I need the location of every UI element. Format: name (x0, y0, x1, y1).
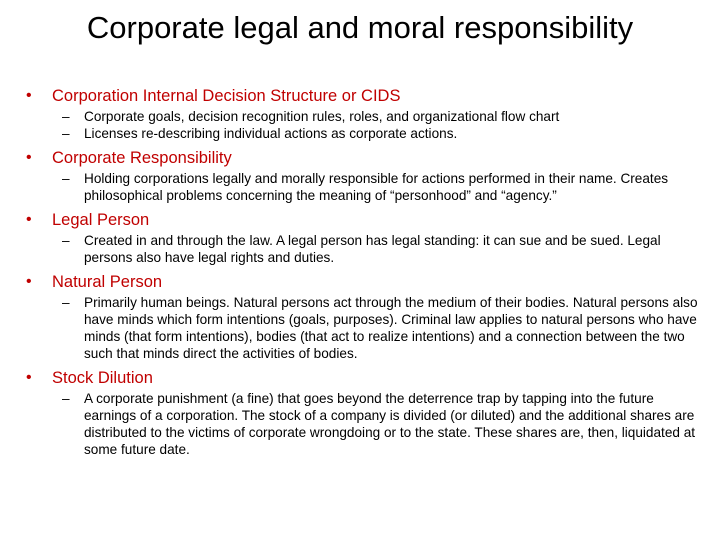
sub-list (26, 294, 702, 362)
dash-icon: – (62, 391, 70, 406)
bullet-item-cids (26, 86, 702, 142)
sub-item (62, 170, 702, 204)
bullet-item-stock-dilution (26, 368, 702, 458)
bullet-dot-icon: • (26, 149, 32, 166)
bullet-label: Corporation Internal Decision Structure or CIDS (52, 87, 401, 105)
bullet-label: Stock Dilution (52, 369, 153, 387)
bullet-label: Corporate Responsibility (52, 149, 232, 167)
bullet-item-natural-person (26, 272, 702, 362)
sub-item-text: Holding corporations legally and morally responsible for actions performed in their name. Creates philosophical problems concerning the meaning of “personhood” and “agency.” (84, 171, 669, 203)
bullet-dot-icon: • (26, 369, 32, 386)
slide-title: Corporate legal and moral responsibility (86, 10, 634, 45)
sub-list (26, 390, 702, 458)
bullet-item-corporate-responsibility (26, 148, 702, 204)
bullet-list (26, 86, 702, 464)
dash-icon: – (62, 126, 70, 141)
sub-item-text: A corporate punishment (a fine) that goes beyond the deterrence trap by tapping into the future earnings of a corporation. The stock of a company is divided (or diluted) and the additional shares are distributed to the victims of corporate wrongdoing or to the state. These shares are, then, liquidated at some future date. (84, 391, 696, 457)
bullet-dot-icon: • (26, 273, 32, 290)
sub-item (62, 125, 702, 142)
sub-item-text: Created in and through the law. A legal person has legal standing: it can sue and be sued. Legal persons also have legal rights and duties. (84, 233, 661, 265)
bullet-dot-icon: • (26, 87, 32, 104)
sub-item (62, 108, 702, 125)
bullet-label: Natural Person (52, 273, 163, 291)
sub-list (26, 232, 702, 266)
bullet-dot-icon: • (26, 211, 32, 228)
sub-item (62, 294, 702, 362)
sub-item-text: Licenses re-describing individual actions as corporate actions. (84, 126, 458, 141)
sub-item (62, 232, 702, 266)
sub-list (26, 108, 702, 142)
dash-icon: – (62, 171, 70, 186)
dash-icon: – (62, 295, 70, 310)
bullet-label: Legal Person (52, 211, 150, 229)
sub-item (62, 390, 702, 458)
sub-item-text: Corporate goals, decision recognition rules, roles, and organizational flow chart (84, 109, 560, 124)
sub-item-text: Primarily human beings. Natural persons act through the medium of their bodies. Natural persons also have minds which form intentions (goals, purposes). Criminal law applies to natural persons who have minds (that form intentions), bodies (that act to realize intentions) and a connection between the two such that minds direct the activities of bodies. (84, 295, 698, 361)
sub-list (26, 170, 702, 204)
bullet-item-legal-person (26, 210, 702, 266)
dash-icon: – (62, 109, 70, 124)
dash-icon: – (62, 233, 70, 248)
